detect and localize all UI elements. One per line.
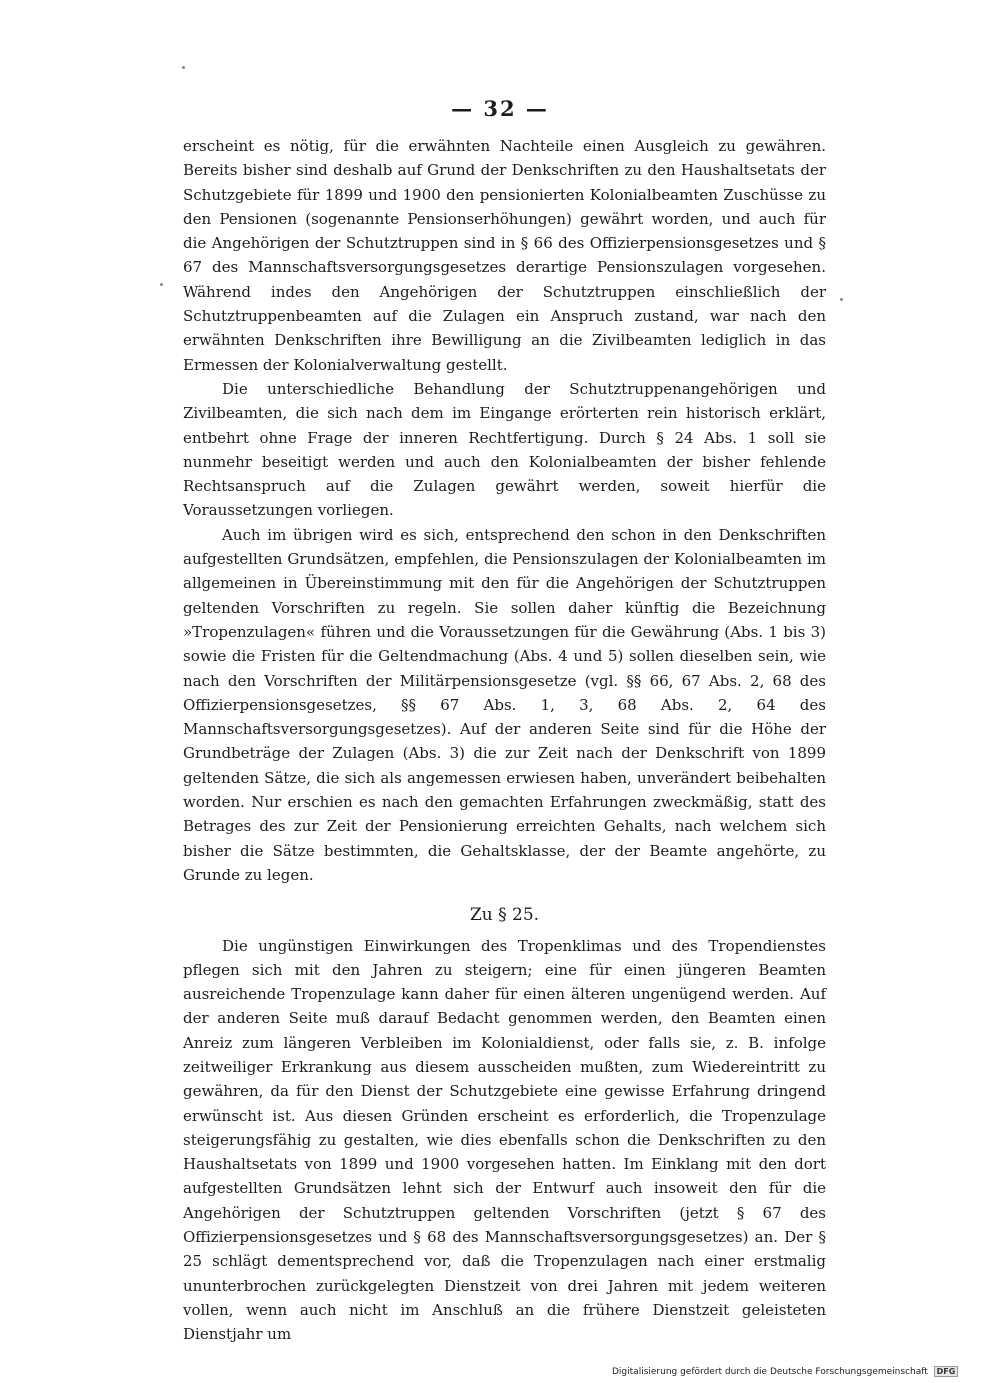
- footer-text: Digitalisierung gefördert durch die Deutsche Forschungsgemeinschaft: [612, 1367, 928, 1377]
- scan-speck: [160, 283, 163, 286]
- scan-speck: [840, 298, 843, 301]
- paragraph-1: erscheint es nötig, für die erwähnten Nachteile einen Ausgleich zu gewähren. Bereits bisher sind deshalb auf Grund der Denkschriften zu den Haushaltsetats der Schutzgebiete für 1899 und 1900 den pensionierten Kolonialbeamten Zuschüsse zu den Pensionen (sogenannte Pensionserhöhungen) gewährt worden, und auch für die Angehörigen der Schutztruppen sind in § 66 des Offizierpensionsgesetzes und § 67 des Mannschaftsversorgungsgesetzes derartige Pensionszulagen vorgesehen. Während indes den Angehörigen der Schutztruppen einschließlich der Schutztruppenbeamten auf die Zulagen ein Anspruch zustand, war nach den erwähnten Denkschriften ihre Bewilligung an die Zivilbeamten lediglich in das Ermessen der Kolonialverwaltung gestellt.: [183, 137, 826, 374]
- page-number: — 32 —: [451, 96, 549, 121]
- paragraph-3: Auch im übrigen wird es sich, entsprechend den schon in den Denkschriften aufgestellten Grundsätzen, empfehlen, die Pensionszulagen der Kolonialbeamten im allgemeinen in Übereinstimmung mit den für die Angehörigen der Schutztruppen geltenden Vorschriften zu regeln. Sie sollen daher künftig die Bezeichnung »Tropenzulagen« führen und die Voraussetzungen für die Gewährung (Abs. 1 bis 3) sowie die Fristen für die Geltendmachung (Abs. 4 und 5) sollen dieselben sein, wie nach den Vorschriften der Militärpensionsgesetze (vgl. §§ 66, 67 Abs. 2, 68 des Offizierpensionsgesetzes, §§ 67 Abs. 1, 3, 68 Abs. 2, 64 des Mannschaftsversorgungsgesetzes). Auf der anderen Seite sind für die Höhe der Grundbeträge der Zulagen (Abs. 3) die zur Zeit nach der Denkschrift von 1899 geltenden Sätze, die sich als angemessen erwiesen haben, unverändert beibehalten worden. Nur erschien es nach den gemachten Erfahrungen zweckmäßig, statt des Betrages des zur Zeit der Pensionierung erreichten Gehalts, nach welchem sich bisher die Sätze bestimmten, die Gehaltsklasse, der der Beamte angehörte, zu Grunde zu legen.: [183, 525, 826, 884]
- section-heading: Zu § 25.: [469, 905, 540, 926]
- dfg-logo-icon: DFG: [934, 1366, 959, 1377]
- footer-credit: [612, 1366, 958, 1377]
- page-body: [183, 134, 826, 1347]
- section-paragraph-1: Die ungünstigen Einwirkungen des Tropenklimas und des Tropendienstes pflegen sich mit den Jahren zu steigern; eine für einen jüngeren Beamten ausreichende Tropenzulage kann daher für einen älteren ungenügend werden. Auf der anderen Seite muß darauf Bedacht genommen werden, den Beamten einen Anreiz zum längeren Verbleiben im Kolonialdienst, oder falls sie, z. B. infolge zeitweiliger Erkrankung aus diesem ausscheiden mußten, zum Wiedereintritt zu gewähren, da für den Dienst der Schutzgebiete eine gewisse Erfahrung dringend erwünscht ist. Aus diesen Gründen erscheint es erforderlich, die Tropenzulage steigerungsfähig zu gestalten, wie dies ebenfalls schon die Denkschriften zu den Haushaltsetats von 1899 und 1900 vorgesehen hatten. Im Einklang mit den dort aufgestellten Grundsätzen lehnt sich der Entwurf auch insoweit den für die Angehörigen der Schutztruppen geltenden Vorschriften (jetzt § 67 des Offizierpensionsgesetzes und § 68 des Mannschaftsversorgungsgesetzes) an. Der § 25 schlägt dementsprechend vor, daß die Tropenzulagen nach einer erstmalig ununterbrochen zurückgelegten Dienstzeit von drei Jahren mit jedem weiteren vollen, wenn auch nicht im Anschluß an die frühere Dienstzeit geleisteten Dienstjahr um: [183, 936, 826, 1344]
- scan-speck: [182, 66, 185, 69]
- paragraph-2: Die unterschiedliche Behandlung der Schutztruppenangehörigen und Zivilbeamten, die sich nach dem im Eingange erörterten rein historisch erklärt, entbehrt ohne Frage der inneren Rechtfertigung. Durch § 24 Abs. 1 soll sie nunmehr beseitigt werden und auch den Kolonialbeamten der bisher fehlende Rechtsanspruch auf die Zulagen gewährt werden, soweit hierfür die Voraussetzungen vorliegen.: [183, 379, 826, 520]
